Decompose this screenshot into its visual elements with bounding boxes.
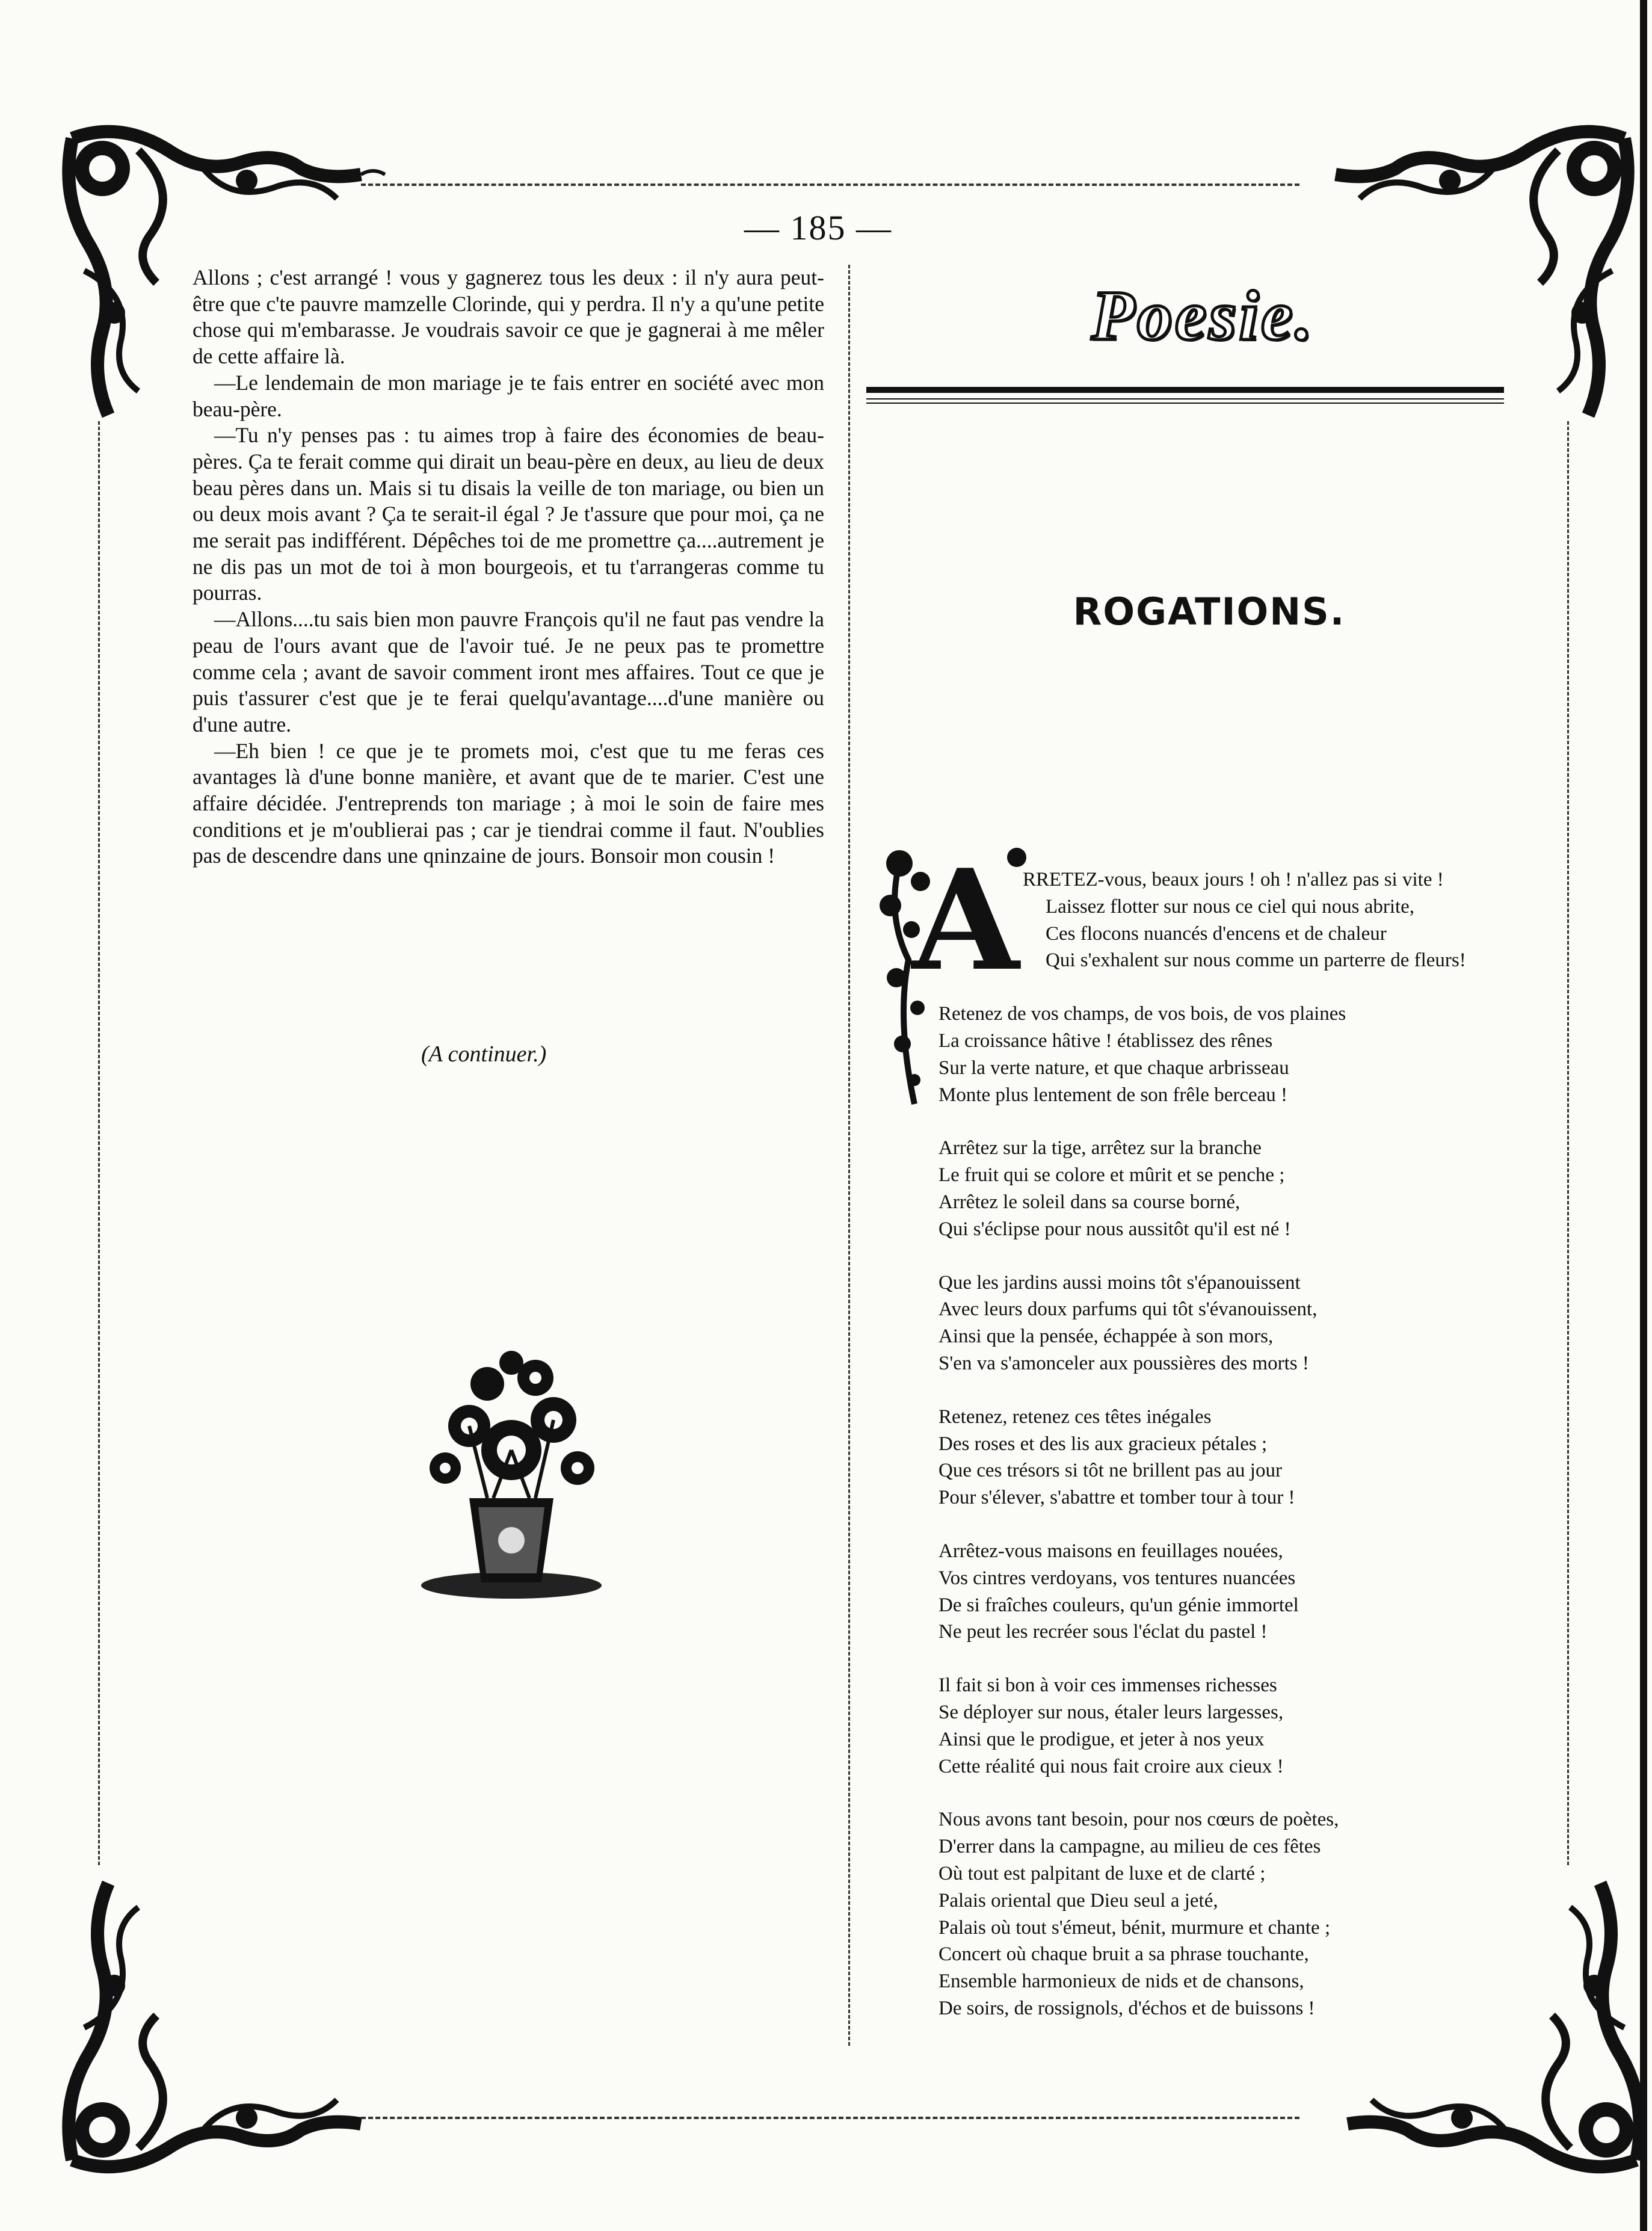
poem-title: ROGATIONS. [1073, 590, 1346, 634]
poem-stanza [938, 1001, 1540, 1108]
poem-line: Arrêtez le soleil dans sa course borné, [938, 1191, 1241, 1213]
poem-line: Monte plus lentement de son frêle berceau ! [938, 1084, 1288, 1106]
poem-line: Que ces trésors si tôt ne brillent pas au jour [938, 1460, 1282, 1482]
frame-border-right [1567, 421, 1569, 1865]
poem-line: Il fait si bon à voir ces immenses richesses [938, 1674, 1277, 1697]
column-divider [848, 265, 850, 2046]
poem-line: Avec leurs doux parfums qui tôt s'évanouissent, [938, 1298, 1318, 1321]
poem-line: Concert où chaque bruit a sa phrase touchante, [938, 1943, 1309, 1966]
poem-line: Ainsi que le prodigue, et jeter à nos yeux [938, 1728, 1265, 1750]
poem-line: Ces flocons nuancés d'encens et de chaleur [1046, 922, 1387, 945]
poem-line: Pour s'élever, s'abattre et tomber tour à tour ! [938, 1487, 1295, 1509]
frame-border-bottom [361, 2117, 1299, 2119]
poem-line: Ainsi que la pensée, échappée à son mors, [938, 1325, 1274, 1348]
left-column-prose [193, 265, 824, 869]
flower-vase-illustration [409, 1348, 614, 1600]
poem-stanza [938, 1270, 1540, 1377]
poem-line: Nous avons tant besoin, pour nos cœurs de poètes, [938, 1809, 1339, 1831]
heading-rule [866, 387, 1504, 393]
poem-line: D'errer dans la campagne, au milieu de ces fêtes [938, 1836, 1321, 1858]
poem-line: S'en va s'amonceler aux poussières des morts ! [938, 1352, 1309, 1374]
dropcap-letter: A [911, 839, 1020, 1002]
paragraph: Allons ; c'est arrangé ! vous y gagnerez tous les deux : il n'y aura peut-être que c'te pauvre mamzelle Clorinde, qui y perdra. Il n'y a qu'une petite chose qui m'embarasse. Je voudrais savoir ce que je gagnerai à me mêler de cette affaire là. [193, 265, 824, 369]
poem-stanza [938, 1538, 1540, 1646]
continuation-note: (A continuer.) [421, 1041, 547, 1067]
poem-line: La croissance hâtive ! établissez des rênes [938, 1029, 1273, 1052]
poem-line: Cette réalité qui nous fait croire aux cieux ! [938, 1755, 1284, 1777]
poem-line: Ensemble harmonieux de nids et de chansons, [938, 1970, 1304, 1993]
poem-line: Retenez de vos champs, de vos bois, de vos plaines [938, 1003, 1346, 1025]
paragraph: —Le lendemain de mon mariage je te fais entrer en société avec mon beau-père. [193, 370, 824, 421]
poem-line: Palais où tout s'émeut, bénit, murmure et chante ; [938, 1916, 1331, 1939]
poem-stanza [938, 1404, 1540, 1511]
poem-line: De si fraîches couleurs, qu'un génie immortel [938, 1594, 1299, 1616]
poem-body [938, 866, 1540, 2022]
ornament-corner-top-right [1287, 114, 1648, 427]
poem-line: Sur la verte nature, et que chaque arbrisseau [938, 1057, 1289, 1079]
paragraph: —Allons....tu sais bien mon pauvre François qu'il ne faut pas vendre la peau de l'ours avant que de l'avoir tué. Je ne peux pas te promettre comme cela ; avant de savoir comment iront mes affaires. Tout ce que je puis t'assurer c'est que je te ferai quelqu'avantage....d'une manière ou d'une autre. [193, 607, 824, 736]
poem-line: Arrêtez sur la tige, arrêtez sur la branche [938, 1137, 1262, 1159]
poem-line: De soirs, de rossignols, d'échos et de buissons ! [938, 1997, 1315, 2019]
poem-line: Arrêtez-vous maisons en feuillages nouées, [938, 1540, 1283, 1562]
poem-line: Que les jardins aussi moins tôt s'épanouissent [938, 1271, 1301, 1294]
poem-line: Se déployer sur nous, étaler leurs largesses, [938, 1701, 1284, 1723]
poem-line: Où tout est palpitant de luxe et de clarté ; [938, 1862, 1266, 1884]
ornament-corner-bottom-left [48, 1871, 409, 2184]
heading-rule-thin [866, 403, 1504, 404]
poem-line: Retenez, retenez ces têtes inégales [938, 1406, 1212, 1428]
heading-rule-thin [866, 398, 1504, 400]
poem-line: Vos cintres verdoyans, vos tentures nuancées [938, 1567, 1296, 1589]
paragraph: —Tu n'y penses pas : tu aimes trop à faire des économies de beau-pères. Ça te ferait comme qui dirait un beau-père en deux, au lieu de deux beau pères dans un. Mais si tu disais la veille de ton mariage, ou bien un ou deux mois avant ? Ça te serait-il égal ? Je t'assure que pour moi, ça ne me serait pas indifférent. Dépêches toi de me promettre ça....autrement je ne dis pas un mot de toi à mon bourgeois, et tu t'arrangeras comme tu pourras. [193, 423, 824, 605]
frame-border-left [98, 421, 100, 1865]
poem-line: Le fruit qui se colore et mûrit et se penche ; [938, 1164, 1285, 1186]
poem-line: RRETEZ-vous, beaux jours ! oh ! n'allez pas si vite ! [1023, 869, 1444, 890]
paragraph: —Eh bien ! ce que je te promets moi, c'est que tu me feras ces avantages là d'une bonne manière, et avant que de te marier. C'est une affaire décidée. J'entreprends ton mariage ; à moi le soin de faire mes conditions et je m'oublierai pas ; car je tiendrai comme il faut. N'oublies pas de descendre dans une qninzaine de jours. Bonsoir mon cousin ! [193, 738, 824, 868]
frame-border-top [361, 184, 1299, 186]
section-title: Poesie. [1091, 276, 1316, 355]
poem-stanza [938, 1135, 1540, 1242]
poem-line: Des roses et des lis aux gracieux pétales ; [938, 1433, 1268, 1455]
poem-line: Laissez flotter sur nous ce ciel qui nous abrite, [1046, 895, 1415, 918]
poem-line: Palais oriental que Dieu seul a jeté, [938, 1889, 1218, 1912]
poem-stanza [938, 1806, 1540, 2022]
poem-stanza [938, 1672, 1540, 1780]
poem-line: Qui s'exhalent sur nous comme un parterre de fleurs! [1046, 949, 1466, 972]
poem-line: Ne peut les recréer sous l'éclat du pastel ! [938, 1621, 1268, 1643]
poem-line: Qui s'éclipse pour nous aussitôt qu'il est né ! [938, 1218, 1291, 1240]
page-edge-shadow [1640, 0, 1647, 2231]
page-number: — 185 — [744, 208, 892, 247]
poem-stanza [938, 866, 1540, 974]
